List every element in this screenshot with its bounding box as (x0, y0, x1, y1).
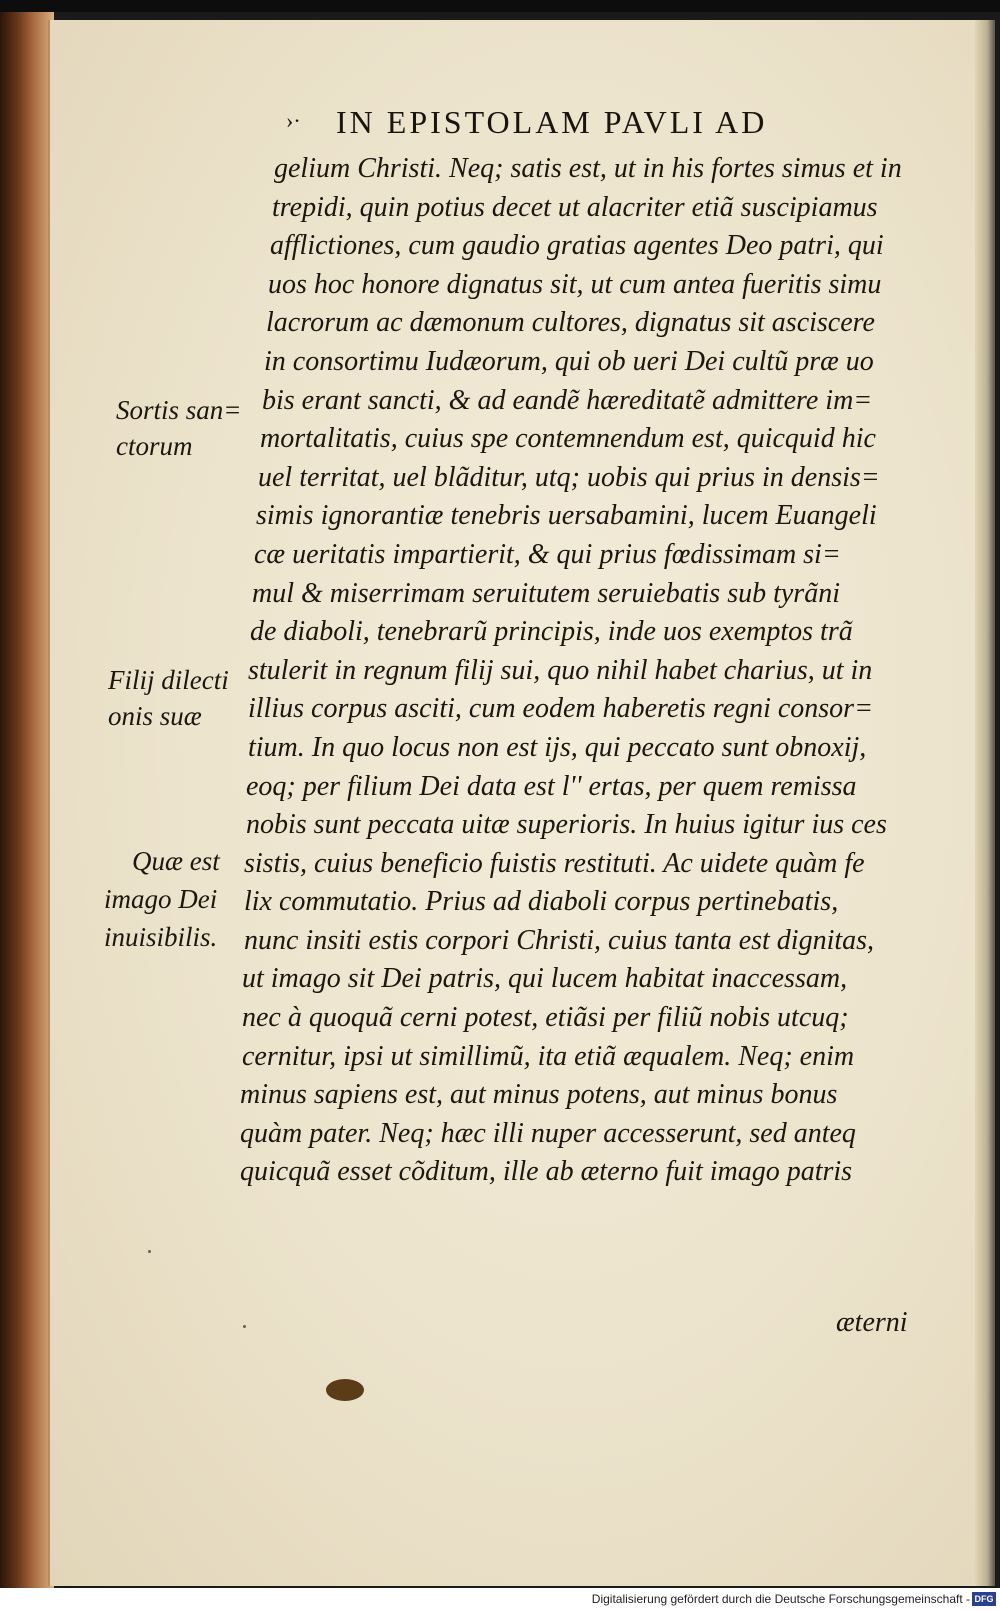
margin-note-line: imago Dei (104, 884, 218, 914)
body-line: nec à quoquã cerni potest, etiãsi per filiũ nobis utcuq; (242, 1002, 849, 1034)
margin-note-filij (108, 662, 229, 734)
body-line: mul & miserrimam seruitutem seruiebatis sub tyrãni (252, 577, 840, 609)
body-line: tium. In quo locus non est ijs, qui peccato sunt obnoxij, (248, 731, 867, 763)
body-line: stulerit in regnum filij sui, quo nihil habet charius, ut in (248, 654, 873, 686)
margin-note-line: Quæ est (132, 846, 220, 876)
body-line: lacrorum ac dæmonum cultores, dignatus sit asciscere (266, 307, 875, 339)
footer-credit: Digitalisierung gefördert durch die Deutsche Forschungsgemeinschaft - (591, 1592, 970, 1606)
page-edge-shadow (975, 20, 995, 1586)
body-line: uos hoc honore dignatus sit, ut cum antea fueritis simu (268, 268, 882, 300)
body-line: simis ignorantiæ tenebris uersabamini, lucem Euangeli (256, 500, 877, 532)
dfg-logo: DFG (972, 1592, 996, 1606)
body-line: uel territat, uel blãditur, utq; uobis qui prius in densis= (258, 461, 880, 493)
body-line: illius corpus asciti, cum eodem haberetis regni consor= (248, 693, 873, 725)
margin-note-line: ctorum (116, 431, 193, 461)
body-line: de diaboli, tenebrarũ principis, inde uos exemptos trã (250, 616, 853, 648)
paper-speck (148, 1250, 151, 1253)
margin-note-line: inuisibilis. (104, 922, 218, 952)
running-head-text: IN EPISTOLAM PAVLI AD (336, 104, 768, 140)
body-line: bis erant sancti, & ad eandẽ hæreditatẽ admittere im= (262, 384, 873, 416)
body-line: sistis, cuius beneficio fuistis restituti. Ac uidete quàm fe (244, 847, 865, 879)
margin-note-line: onis suæ (108, 701, 202, 731)
body-line: nunc insiti estis corpori Christi, cuius tanta est dignitas, (244, 924, 875, 956)
body-text (240, 150, 945, 1192)
margin-note-sortis (116, 392, 242, 464)
ink-blot (326, 1379, 364, 1401)
margin-note-line: Sortis san= (116, 395, 242, 425)
body-line: gelium Christi. Neq; satis est, ut in his fortes simus et in (274, 153, 902, 184)
paper-speck (243, 1325, 246, 1328)
body-line: in consortimu Iudæorum, qui ob ueri Dei cultũ præ uo (264, 345, 874, 377)
scan-top-border (0, 0, 1000, 12)
book-spine (0, 12, 54, 1588)
body-line: mortalitatis, cuius spe contemnendum est, quicquid hic (260, 423, 876, 455)
catchword: æterni (836, 1307, 908, 1338)
margin-note-line: Filij dilecti (108, 665, 229, 695)
body-line: nobis sunt peccata uitæ superioris. In huius igitur ius ces (246, 809, 887, 841)
running-head (272, 104, 892, 152)
body-line: eoq; per filium Dei data est l'' ertas, per quem remissa (246, 770, 857, 802)
body-line: trepidi, quin potius decet ut alacriter etiã suscipiamus (272, 191, 878, 223)
body-line: cernitur, ipsi ut simillimũ, ita etiã æqualem. Neq; enim (242, 1040, 855, 1072)
body-line: ut imago sit Dei patris, qui lucem habitat inaccessam, (242, 963, 848, 995)
body-line: quicquã esset cõditum, ille ab æterno fuit imago patris (240, 1156, 853, 1188)
body-line: afflictiones, cum gaudio gratias agentes Deo patri, qui (270, 230, 884, 262)
footer-bar (0, 1588, 1000, 1611)
margin-note-imago (104, 842, 220, 956)
body-line: cæ ueritatis impartierit, & qui prius fœdissimam si= (254, 538, 841, 570)
body-line: quàm pater. Neq; hæc illi nuper accesserunt, sed anteq (240, 1117, 856, 1149)
running-head-ornament: ›· (286, 108, 301, 133)
body-line: lix commutatio. Prius ad diaboli corpus pertinebatis, (244, 886, 839, 918)
body-line: minus sapiens est, aut minus potens, aut minus bonus (240, 1079, 838, 1111)
